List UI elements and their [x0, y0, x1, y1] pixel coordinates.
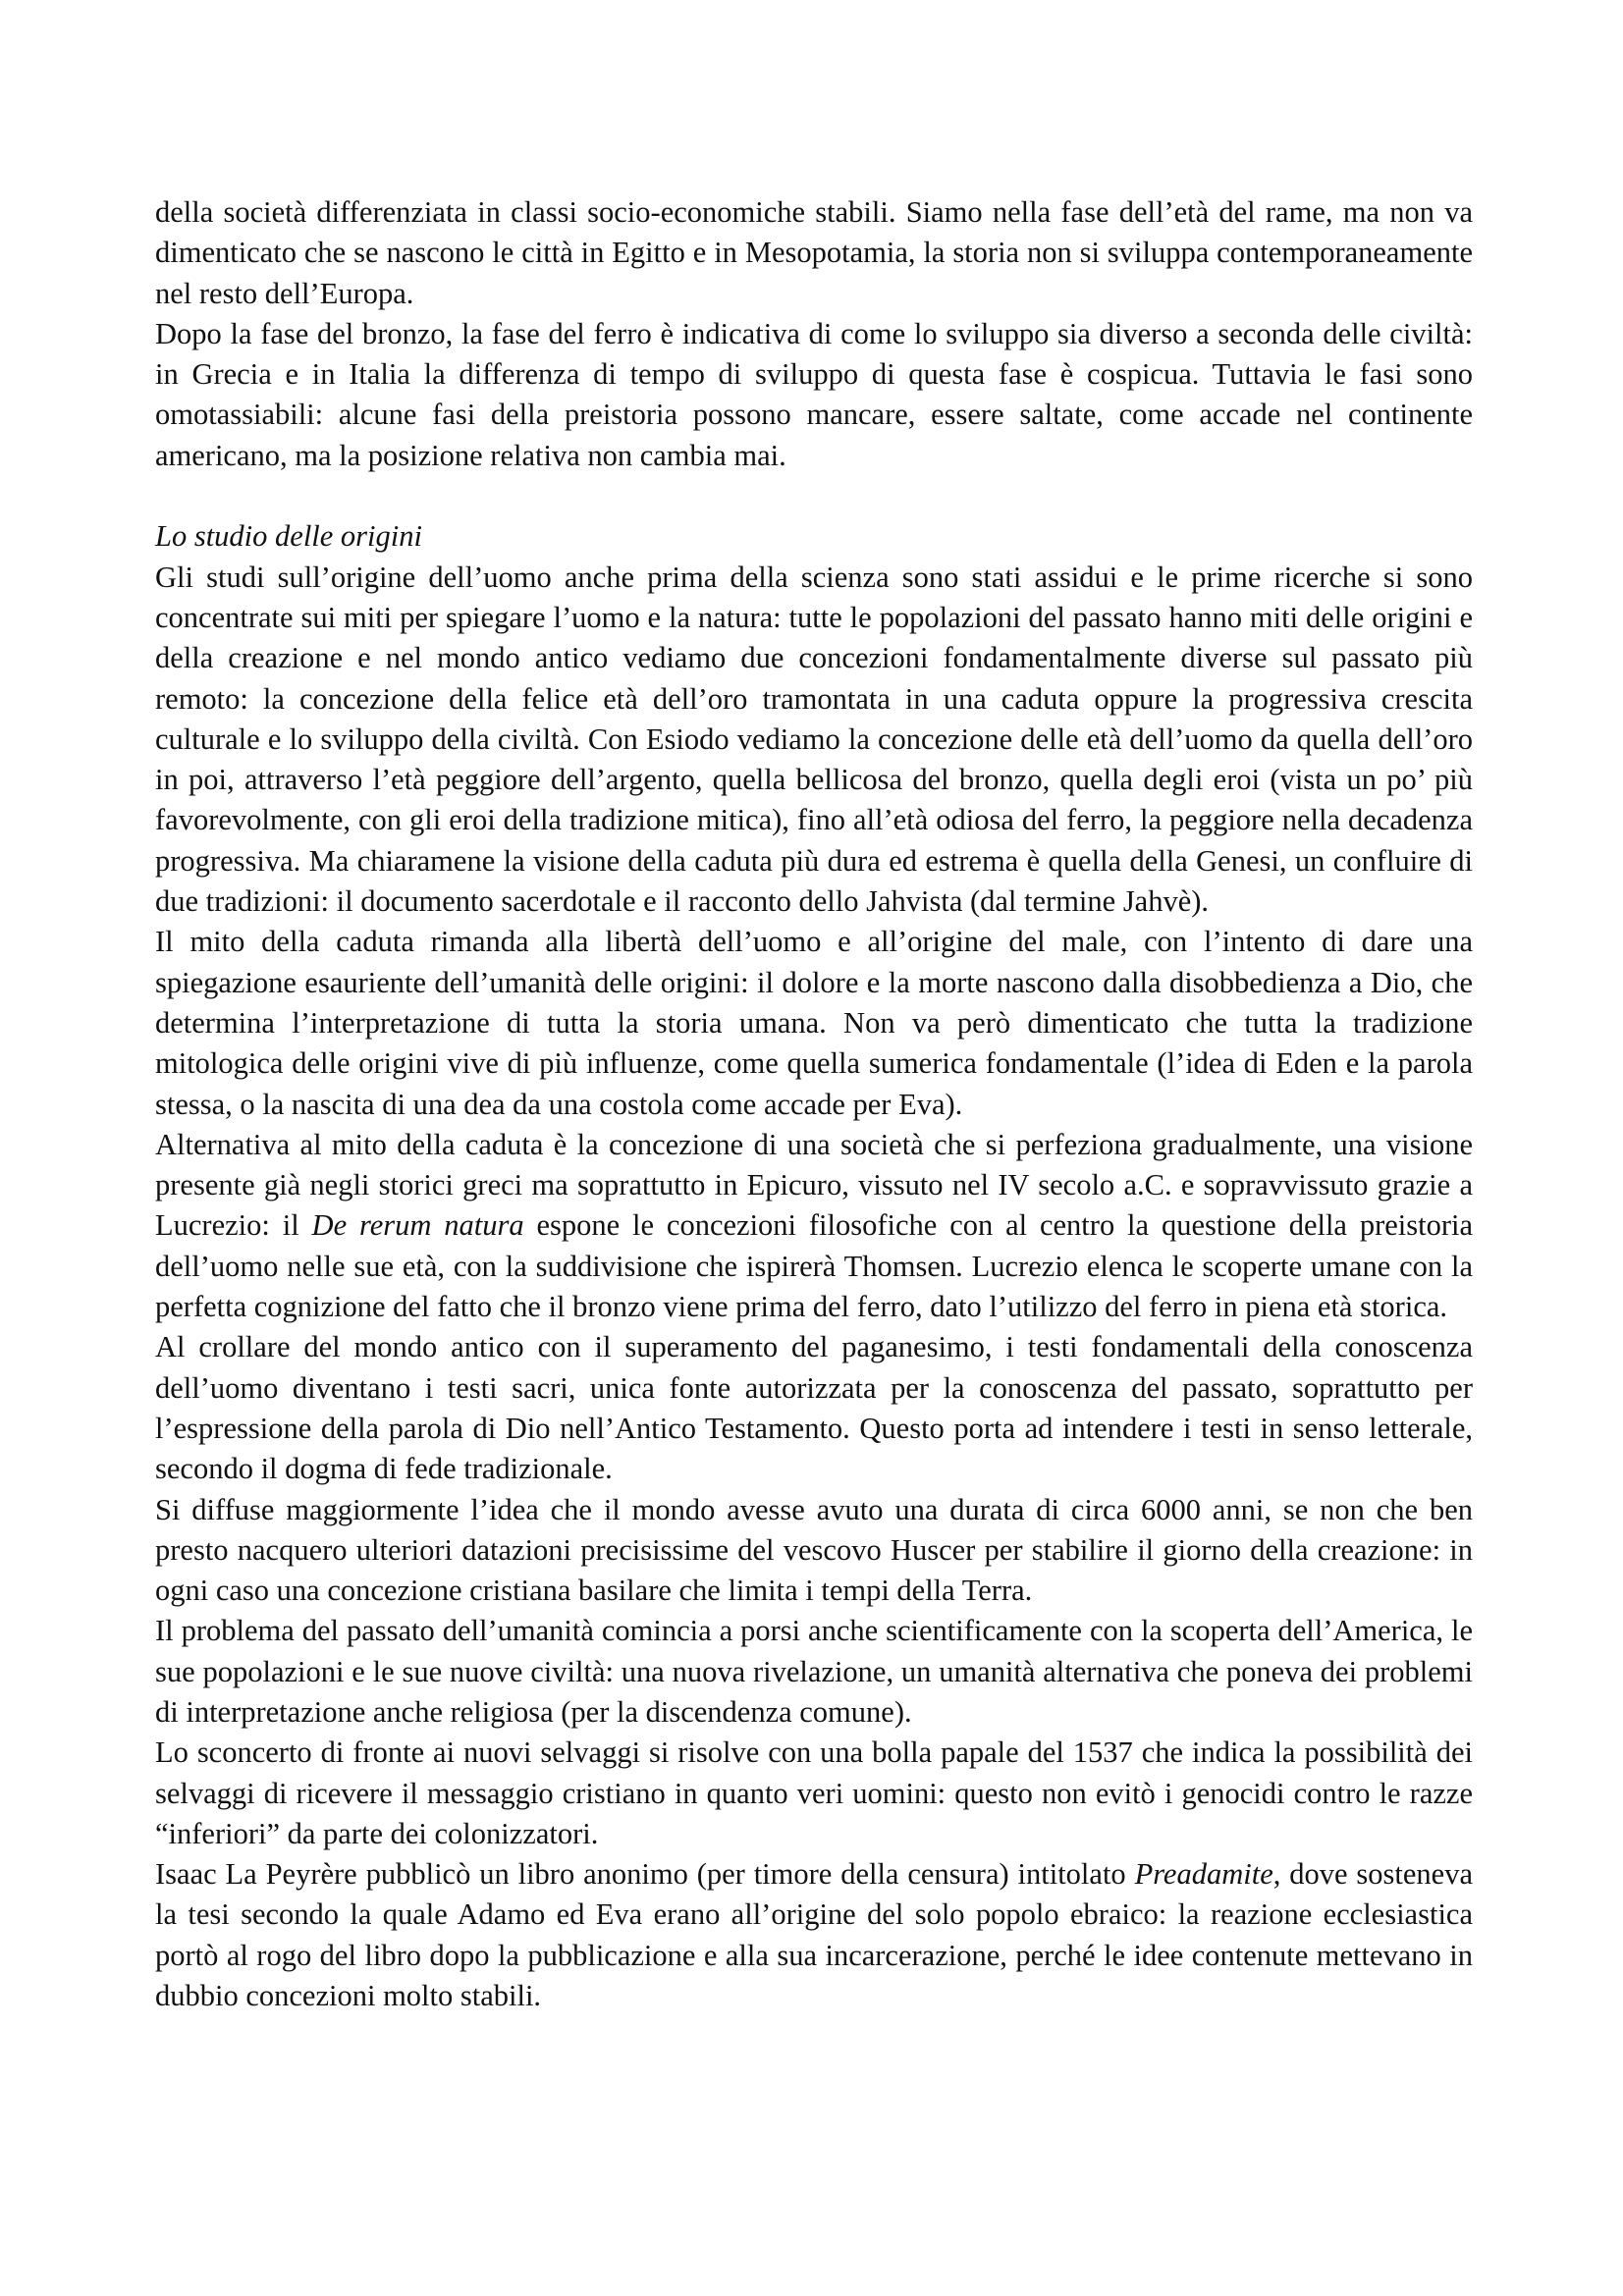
paragraph-spacer: [155, 476, 1473, 516]
text-segment: espone le concezioni filosofiche con al centro la questione della preistoria dell’uomo nelle sue età, con la suddivisione che ispirerà Thomsen. Lucrezio elenca le scoperte umane con la perfetta cognizione del fatto che il bronzo viene prima del ferro, dato l’utilizzo del ferro in piena età storica.: [155, 1208, 1474, 1324]
paragraph-mito-caduta: Il mito della caduta rimanda alla libertà dell’uomo e all’origine del male, con l’intento di dare una spiegazione esauriente dell’umanità delle origini: il dolore e la morte nascono dalla disobbedienza a Dio, che determina l’interpretazione di tutta la storia umana. Non va però dimenticato che tutta la tradizione mitologica delle origini vive di più influenze, come quella sumerica fondamentale (l’idea di Eden e la parola stessa, o la nascita di una dea da una costola come accade per Eva).: [155, 925, 1473, 1121]
section-heading: Lo studio delle origini: [155, 519, 422, 554]
document-page: [155, 192, 1473, 2016]
paragraph-lucrezio: [155, 1125, 1473, 1327]
paragraph-america: Il problema del passato dell’umanità comincia a porsi anche scientificamente con la scoperta dell’America, le sue popolazioni e le sue nuove civiltà: una nuova rivelazione, un umanità alternativa che poneva dei problemi di interpretazione anche religiosa (per la discendenza comune).: [155, 1614, 1473, 1729]
book-title-preadamite: Preadamite: [1134, 1857, 1273, 1892]
paragraph-esiodo-genesi: Gli studi sull’origine dell’uomo anche prima della scienza sono stati assidui e le prime ricerche si sono concentrate sui miti per spiegare l’uomo e la natura: tutte le popolazioni del passato hanno miti delle origini e della creazione e nel mondo antico vediamo due concezioni fondamentalmente diverse sul passato più remoto: la concezione della felice età dell’oro tramontata in una caduta oppure la progressiva crescita culturale e lo sviluppo della civiltà. Con Esiodo vediamo la concezione delle età dell’uomo da quella dell’oro in poi, attraverso l’età peggiore dell’argento, quella bellicosa del bronzo, quella degli eroi (vista un po’ più favorevolmente, con gli eroi della tradizione mitica), fino all’età odiosa del ferro, la peggiore nella decadenza progressiva. Ma chiaramene la visione della caduta più dura ed estrema è quella della Genesi, un confluire di due tradizioni: il documento sacerdotale e il racconto dello Jahvista (dal termine Jahvè).: [155, 560, 1473, 919]
intro-paragraph-1: della società differenziata in classi socio-economiche stabili. Siamo nella fase dell’età del rame, ma non va dimenticato che se nascono le città in Egitto e in Mesopotamia, la storia non si sviluppa contemporaneamente nel resto dell’Europa.: [155, 195, 1473, 310]
text-segment: Alternativa al mito della caduta è la concezione di una società che si perfeziona gradualmente, una visione presente già negli storici greci ma soprattutto in Epicuro, vissuto nel IV secolo a.C. e sopravvissuto grazie a Lucrezio: il: [155, 1127, 1473, 1243]
text-segment: Isaac La Peyrère pubblicò un libro anonimo (per timore della censura) intitolato: [155, 1857, 1135, 1892]
intro-paragraph-2: Dopo la fase del bronzo, la fase del ferro è indicativa di come lo sviluppo sia diverso a seconda delle civiltà: in Grecia e in Italia la differenza di tempo di sviluppo di questa fase è cospicua. Tuttavia le fasi sono omotassiabili: alcune fasi della preistoria possono mancare, essere saltate, come accade nel continente americano, ma la posizione relativa non cambia mai.: [155, 316, 1473, 472]
text-segment: , dove sosteneva la tesi secondo la quale Adamo ed Eva erano all’origine del solo popolo ebraico: la reazione ecclesiastica portò al rogo del libro dopo la pubblicazione e alla sua incarcerazione, perché le idee contenute mettevano in dubbio concezioni molto stabili.: [155, 1857, 1473, 2013]
paragraph-la-peyrere: [155, 1854, 1473, 2016]
paragraph-6000-anni: Si diffuse maggiormente l’idea che il mondo avesse avuto una durata di circa 6000 anni, se non che ben presto nacquero ulteriori datazioni precisissime del vescovo Huscer per stabilire il giorno della creazione: in ogni caso una concezione cristiana basilare che limita i tempi della Terra.: [155, 1492, 1473, 1608]
paragraph-bolla-papale: Lo sconcerto di fronte ai nuovi selvaggi si risolve con una bolla papale del 1537 che indica la possibilità dei selvaggi di ricevere il messaggio cristiano in quanto veri uomini: questo non evitò i genocidi contro le razze “inferiori” da parte dei colonizzatori.: [155, 1735, 1473, 1850]
paragraph-testi-sacri: Al crollare del mondo antico con il superamento del paganesimo, i testi fondamentali della conoscenza dell’uomo diventano i testi sacri, unica fonte autorizzata per la conoscenza del passato, soprattutto per l’espressione della parola di Dio nell’Antico Testamento. Questo porta ad intendere i testi in senso letterale, secondo il dogma di fede tradizionale.: [155, 1330, 1473, 1486]
book-title-de-rerum-natura: De rerum natura: [311, 1208, 524, 1243]
